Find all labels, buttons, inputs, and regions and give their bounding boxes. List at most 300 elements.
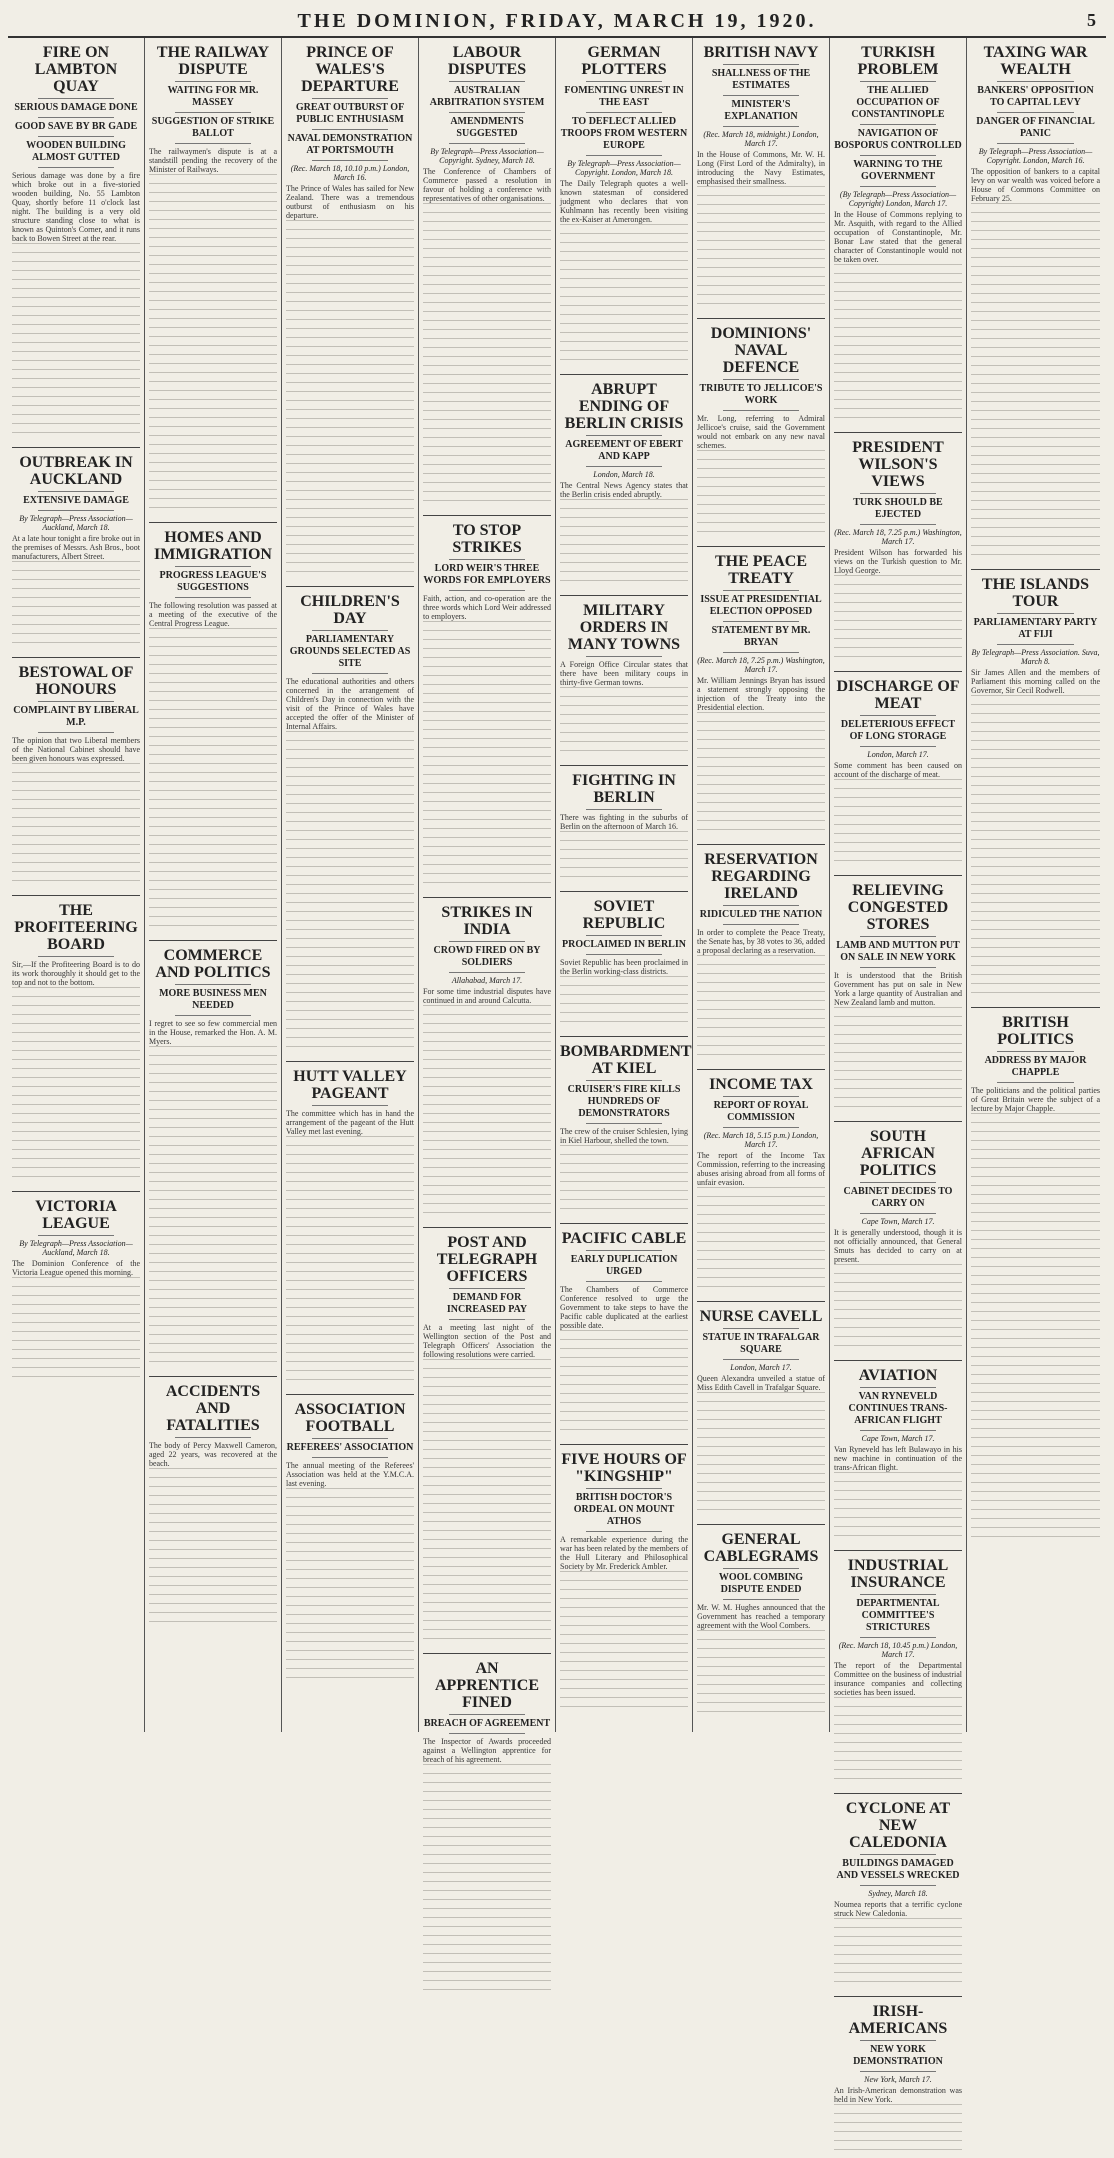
- article-text-line: [834, 2140, 962, 2149]
- article-subhead: MINISTER'S EXPLANATION: [724, 99, 798, 122]
- article-text-line: [286, 220, 414, 229]
- article-text-line: [971, 464, 1100, 473]
- article-text-line: [834, 363, 962, 372]
- article-headline: HUTT VALLEY PAGEANT: [293, 1068, 407, 1102]
- article-divider: [149, 522, 277, 523]
- article-text-line: [697, 1437, 825, 1446]
- article-text-line: [971, 1338, 1100, 1347]
- subhead-rule: [312, 160, 389, 161]
- article-body: President Wilson has forwarded his views on the Turkish question to Mr. Lloyd George.: [834, 548, 962, 575]
- subhead-rule: [723, 410, 800, 411]
- article-text-line: [697, 1054, 825, 1063]
- article-text-line: [697, 1675, 825, 1684]
- article-text-line: [12, 835, 140, 844]
- subhead-rule: [860, 124, 937, 125]
- subhead-rule: [449, 590, 526, 591]
- article-text-line: [697, 1648, 825, 1657]
- article-text-line: [423, 338, 551, 347]
- article-text-line: [560, 732, 688, 741]
- article-headline: INCOME TAX: [709, 1076, 813, 1093]
- article-text-line: [149, 853, 277, 862]
- article-body: Sir James Allen and the members of Parliament this morning called on the Governor, Sir Cecil Rodwell.: [971, 668, 1100, 695]
- article-text-line: [286, 1677, 414, 1686]
- subhead-rule: [860, 1637, 937, 1638]
- article-text-line: [149, 727, 277, 736]
- article-text-line: [971, 482, 1100, 491]
- article-text-line: [560, 1208, 688, 1217]
- article-text-line: [560, 1607, 688, 1616]
- article-dateline: (Rec. March 18, 10.45 p.m.) London, March 17.: [838, 1641, 958, 1659]
- article-text-line: [560, 1172, 688, 1181]
- article-headline: OUTBREAK IN AUCKLAND: [19, 454, 133, 488]
- article-text-line: [12, 615, 140, 624]
- article-text-line: [12, 871, 140, 880]
- article-dateline: By Telegraph—Press Association. Suva, March 8.: [971, 648, 1100, 666]
- article-text-line: [560, 750, 688, 759]
- article-headline: ASSOCIATION FOOTBALL: [294, 1401, 406, 1435]
- article-text-line: [560, 705, 688, 714]
- article: [149, 1376, 277, 1630]
- article-headline: THE RAILWAY DISPUTE: [156, 44, 270, 78]
- article-text-line: [286, 875, 414, 884]
- article-text-line: [286, 265, 414, 274]
- article-text-line: [12, 243, 140, 252]
- subhead-rule: [449, 81, 526, 82]
- article-text-line: [423, 666, 551, 675]
- article-text-line: [971, 257, 1100, 266]
- article-text-line: [834, 1936, 962, 1945]
- article-text-line: [971, 1131, 1100, 1140]
- article-divider: [149, 940, 277, 941]
- article-text-line: [834, 779, 962, 788]
- article-text-line: [286, 1542, 414, 1551]
- article-text-line: [149, 444, 277, 453]
- article-text-line: [560, 1688, 688, 1697]
- article-text-line: [423, 1359, 551, 1368]
- article-text-line: [560, 499, 688, 508]
- article-body: At a late hour tonight a fire broke out in the premises of Messrs. Ash Bros., boot manufacturers, Albert Street.: [12, 534, 140, 561]
- article-text-line: [149, 628, 277, 637]
- article-text-line: [560, 1589, 688, 1598]
- article-text-line: [423, 1032, 551, 1041]
- article-headline: BRITISH NAVY: [703, 44, 819, 61]
- article-text-line: [560, 1402, 688, 1411]
- article-dateline: (Rec. March 18, 7.25 p.m.) Washington, March 17.: [697, 656, 825, 674]
- article-text-line: [12, 826, 140, 835]
- article-text-line: [149, 1109, 277, 1118]
- article-text-line: [149, 1594, 277, 1603]
- article-body: A remarkable experience during the war has been related by the members of the Hull Literary and Philosophical Society by Mr. Frederick Ambler.: [560, 1535, 688, 1571]
- article-text-line: [834, 833, 962, 842]
- article-text-line: [834, 1981, 962, 1990]
- subhead-rule: [723, 64, 800, 65]
- article-dateline: Cape Town, March 17.: [861, 1434, 935, 1443]
- article-text-line: [149, 682, 277, 691]
- article-text-line: [423, 1566, 551, 1575]
- article-text-line: [423, 864, 551, 873]
- article-divider: [423, 1227, 551, 1228]
- article-subhead: CABINET DECIDES TO CARRY ON: [843, 1186, 953, 1209]
- article-text-line: [423, 1989, 551, 1998]
- subhead-rule: [175, 984, 252, 985]
- article-dateline: (Rec. March 18, 7.25 p.m.) Washington, March 17.: [834, 528, 962, 546]
- article-text-line: [560, 1003, 688, 1012]
- article-text-line: [286, 956, 414, 965]
- article-text-line: [423, 491, 551, 500]
- article-text-line: [12, 996, 140, 1005]
- article-text-line: [971, 1257, 1100, 1266]
- article-text-line: [560, 831, 688, 840]
- article-text-line: [286, 929, 414, 938]
- article-headline: THE PROFITEERING BOARD: [14, 902, 138, 953]
- article-text-line: [286, 1623, 414, 1632]
- article-text-line: [423, 1005, 551, 1014]
- article-text-line: [971, 803, 1100, 812]
- article-text-line: [12, 790, 140, 799]
- article-text-line: [149, 1064, 277, 1073]
- article-text-line: [423, 1638, 551, 1647]
- article-text-line: [971, 776, 1100, 785]
- article-text-line: [971, 731, 1100, 740]
- article-subhead: AGREEMENT OF EBERT AND KAPP: [565, 439, 683, 462]
- article-text-line: [971, 509, 1100, 518]
- article-body: I regret to see so few commercial men in the House, remarked the Hon. A. M. Myers.: [149, 1019, 277, 1046]
- article-text-line: [971, 338, 1100, 347]
- article-text-line: [834, 1264, 962, 1273]
- article-subhead: STATEMENT BY MR. BRYAN: [711, 625, 811, 648]
- subhead-rule: [38, 701, 115, 702]
- article-text-line: [971, 1518, 1100, 1527]
- article-text-line: [834, 1472, 962, 1481]
- article-text-line: [286, 436, 414, 445]
- article-text-line: [149, 1091, 277, 1100]
- article-subhead: BUILDINGS DAMAGED AND VESSELS WRECKED: [836, 1858, 960, 1881]
- article-text-line: [12, 1104, 140, 1113]
- article-text-line: [12, 324, 140, 333]
- article-text-line: [834, 1007, 962, 1016]
- article-text-line: [12, 1322, 140, 1331]
- article-text-line: [12, 1023, 140, 1032]
- article-text-line: [971, 401, 1100, 410]
- article-text-line: [286, 1641, 414, 1650]
- article-text-line: [149, 655, 277, 664]
- article-text-line: [971, 1374, 1100, 1383]
- article-text-line: [971, 1113, 1100, 1122]
- article-headline: THE PEACE TREATY: [714, 553, 807, 587]
- article-text-line: [12, 405, 140, 414]
- article-text-line: [560, 1012, 688, 1021]
- article-divider: [834, 671, 962, 672]
- columns: [8, 38, 1106, 2104]
- article-text-line: [971, 1158, 1100, 1167]
- article: [12, 44, 140, 441]
- article-text-line: [423, 729, 551, 738]
- article-text-line: [971, 1356, 1100, 1365]
- article-text-line: [423, 792, 551, 801]
- article: [149, 44, 277, 516]
- article-text-line: [560, 287, 688, 296]
- article-text-line: [697, 249, 825, 258]
- article-text-line: [423, 1185, 551, 1194]
- article: [834, 1793, 962, 1990]
- article-text-line: [423, 1962, 551, 1971]
- subhead-rule: [997, 112, 1074, 113]
- article-body: A Foreign Office Circular states that there have been military coups in thirty-five German towns.: [560, 660, 688, 687]
- article-text-line: [697, 1428, 825, 1437]
- article-text-line: [423, 455, 551, 464]
- article-text-line: [971, 311, 1100, 320]
- article-text-line: [560, 1163, 688, 1172]
- article-text-line: [697, 303, 825, 312]
- article-text-line: [286, 1253, 414, 1262]
- subhead-rule: [449, 941, 526, 942]
- article-text-line: [423, 320, 551, 329]
- article-text-line: [423, 1050, 551, 1059]
- article-text-line: [286, 337, 414, 346]
- article: [834, 1550, 962, 1787]
- article-text-line: [149, 309, 277, 318]
- article-text-line: [971, 1140, 1100, 1149]
- article-text-line: [697, 730, 825, 739]
- article-text-line: [697, 285, 825, 294]
- article-text-line: [834, 851, 962, 860]
- article-text-line: [971, 1284, 1100, 1293]
- article-headline: FIRE ON LAMBTON QUAY: [34, 44, 118, 95]
- subhead-rule: [997, 613, 1074, 614]
- article-text-line: [971, 893, 1100, 902]
- article-divider: [697, 1524, 825, 1525]
- article-text-line: [697, 739, 825, 748]
- article-text-line: [286, 974, 414, 983]
- article-dateline: By Telegraph—Press Association—Copyright. London, March 16.: [978, 147, 1093, 165]
- article-text-line: [423, 1602, 551, 1611]
- article-text-line: [423, 1971, 551, 1980]
- article-text-line: [149, 781, 277, 790]
- article-text-line: [286, 526, 414, 535]
- article-text-line: [149, 907, 277, 916]
- article-text-line: [12, 387, 140, 396]
- article-text-line: [423, 1203, 551, 1212]
- article-text-line: [286, 1506, 414, 1515]
- article-text-line: [560, 233, 688, 242]
- article-text-line: [149, 1073, 277, 1082]
- article-text-line: [149, 1226, 277, 1235]
- article-text-line: [149, 471, 277, 480]
- article-text-line: [149, 408, 277, 417]
- article-body: The Central News Agency states that the Berlin crisis ended abruptly.: [560, 481, 688, 499]
- article-text-line: [560, 1411, 688, 1420]
- article-divider: [834, 1550, 962, 1551]
- article-text-line: [12, 288, 140, 297]
- article-subhead: NEW YORK DEMONSTRATION: [853, 2044, 943, 2067]
- article-text-line: [286, 1028, 414, 1037]
- article-text-line: [697, 964, 825, 973]
- article-text-line: [286, 373, 414, 382]
- subhead-rule: [723, 905, 800, 906]
- article-text-line: [834, 2104, 962, 2113]
- article-text-line: [149, 1567, 277, 1576]
- article-text-line: [12, 432, 140, 441]
- article-text-line: [971, 320, 1100, 329]
- article-text-line: [286, 1154, 414, 1163]
- article-text-line: [286, 1659, 414, 1668]
- article-headline: PRINCE OF WALES'S DEPARTURE: [301, 44, 399, 95]
- article-text-line: [971, 830, 1100, 839]
- article-text-line: [423, 356, 551, 365]
- subhead-rule: [860, 967, 937, 968]
- article-text-line: [149, 1612, 277, 1621]
- article-dateline: Allahabad, March 17.: [451, 976, 523, 985]
- article-text-line: [286, 1190, 414, 1199]
- article-text-line: [423, 1014, 551, 1023]
- article: [423, 515, 551, 891]
- article-text-line: [971, 1167, 1100, 1176]
- article-text-line: [971, 275, 1100, 284]
- subhead-rule: [449, 972, 526, 973]
- article-text-line: [149, 318, 277, 327]
- article-divider: [834, 1793, 962, 1794]
- article-text-line: [423, 810, 551, 819]
- article-text-line: [560, 1348, 688, 1357]
- article-text-line: [971, 1275, 1100, 1284]
- article-divider: [560, 374, 688, 375]
- article-text-line: [149, 1540, 277, 1549]
- article-divider: [12, 657, 140, 658]
- article-text-line: [12, 1032, 140, 1041]
- article-text-line: [149, 1154, 277, 1163]
- article-text-line: [971, 929, 1100, 938]
- article-text-line: [286, 328, 414, 337]
- article-subhead: MORE BUSINESS MEN NEEDED: [159, 988, 267, 1011]
- article-text-line: [149, 210, 277, 219]
- article-text-line: [560, 687, 688, 696]
- article-text-line: [560, 840, 688, 849]
- article-subhead: TO DEFLECT ALLIED TROOPS FROM WESTERN EUROPE: [560, 116, 688, 151]
- article-text-line: [423, 1863, 551, 1872]
- article-text-line: [971, 1410, 1100, 1419]
- article: [12, 447, 140, 651]
- article-headline: PRESIDENT WILSON'S VIEWS: [852, 439, 944, 490]
- article-text-line: [423, 1167, 551, 1176]
- article-text-line: [423, 1593, 551, 1602]
- article-text-line: [423, 873, 551, 882]
- article-text-line: [697, 231, 825, 240]
- article-text-line: [971, 1176, 1100, 1185]
- article-text-line: [697, 1630, 825, 1639]
- article-text-line: [697, 1045, 825, 1054]
- article-text-line: [149, 435, 277, 444]
- article-text-line: [971, 1482, 1100, 1491]
- article-text-line: [560, 1706, 688, 1715]
- article-text-line: [286, 247, 414, 256]
- article-text-line: [423, 446, 551, 455]
- article-text-line: [423, 1935, 551, 1944]
- article-text-line: [423, 1422, 551, 1431]
- article-text-line: [286, 1596, 414, 1605]
- article-text-line: [12, 297, 140, 306]
- article-text-line: [149, 1352, 277, 1361]
- article-text-line: [12, 1367, 140, 1376]
- article-headline: RESERVATION REGARDING IRELAND: [704, 851, 818, 902]
- article-text-line: [697, 468, 825, 477]
- article-text-line: [560, 1384, 688, 1393]
- article-text-line: [971, 1473, 1100, 1482]
- article-text-line: [423, 1530, 551, 1539]
- article-body: The Chambers of Commerce Conference resolved to urge the Government to take steps to have the Pacific cable duplicated at the earliest possible date.: [560, 1285, 688, 1330]
- article-text-line: [149, 489, 277, 498]
- article-text-line: [971, 722, 1100, 731]
- article-text-line: [697, 712, 825, 721]
- article-text-line: [286, 445, 414, 454]
- article-headline: RELIEVING CONGESTED STORES: [847, 882, 949, 933]
- article-text-line: [286, 1001, 414, 1010]
- article-dateline: By Telegraph—Press Association—Copyright. Sydney, March 18.: [430, 147, 544, 165]
- article-text-line: [12, 360, 140, 369]
- article-text-line: [12, 1340, 140, 1349]
- article-text-line: [834, 842, 962, 851]
- article-text-line: [697, 294, 825, 303]
- article: [697, 546, 825, 838]
- article-body: The following resolution was passed at a meeting of the executive of the Central Progress League.: [149, 601, 277, 628]
- article-text-line: [149, 1549, 277, 1558]
- article: [423, 1653, 551, 1998]
- article-text-line: [971, 1212, 1100, 1221]
- article-text-line: [149, 1235, 277, 1244]
- article-text-line: [286, 731, 414, 740]
- article: [834, 1360, 962, 1544]
- subhead-rule: [860, 1387, 937, 1388]
- article-text-line: [149, 808, 277, 817]
- article-text-line: [834, 1034, 962, 1043]
- article-body: The body of Percy Maxwell Cameron, aged 22 years, was recovered at the beach.: [149, 1441, 277, 1468]
- article-text-line: [286, 938, 414, 947]
- article-text-line: [149, 1046, 277, 1055]
- article-text-line: [286, 571, 414, 580]
- article-text-line: [423, 1620, 551, 1629]
- article-subhead: NAVIGATION OF BOSPORUS CONTROLLED: [834, 128, 962, 151]
- article-subhead: GOOD SAVE BY BR GADE: [14, 121, 138, 132]
- article-text-line: [697, 1464, 825, 1473]
- article-headline: NURSE CAVELL: [699, 1308, 823, 1325]
- article-text-line: [286, 310, 414, 319]
- article-text-line: [423, 1782, 551, 1791]
- article-text-line: [149, 273, 277, 282]
- article-text-line: [971, 749, 1100, 758]
- article-text-line: [971, 875, 1100, 884]
- article-divider: [971, 1007, 1100, 1008]
- article-text-line: [286, 902, 414, 911]
- article-headline: HOMES AND IMMIGRATION: [154, 529, 272, 563]
- article-dateline: London, March 17.: [730, 1363, 792, 1372]
- article: [560, 1223, 688, 1438]
- article-subhead: DEMAND FOR INCREASED PAY: [446, 1292, 528, 1315]
- article-text-line: [12, 799, 140, 808]
- article-text-line: [149, 916, 277, 925]
- article: [697, 44, 825, 312]
- article-text-line: [971, 920, 1100, 929]
- article-text-line: [423, 1899, 551, 1908]
- article-body: The report of the Departmental Committee on the business of industrial insurance companies and collecting societies has been issued.: [834, 1661, 962, 1697]
- article-text-line: [834, 1526, 962, 1535]
- article-text-line: [560, 1643, 688, 1652]
- article-text-line: [286, 508, 414, 517]
- article-text-line: [971, 857, 1100, 866]
- article-text-line: [423, 500, 551, 509]
- article-text-line: [286, 1488, 414, 1497]
- article-text-line: [423, 302, 551, 311]
- article-text-line: [286, 857, 414, 866]
- article-text-line: [971, 347, 1100, 356]
